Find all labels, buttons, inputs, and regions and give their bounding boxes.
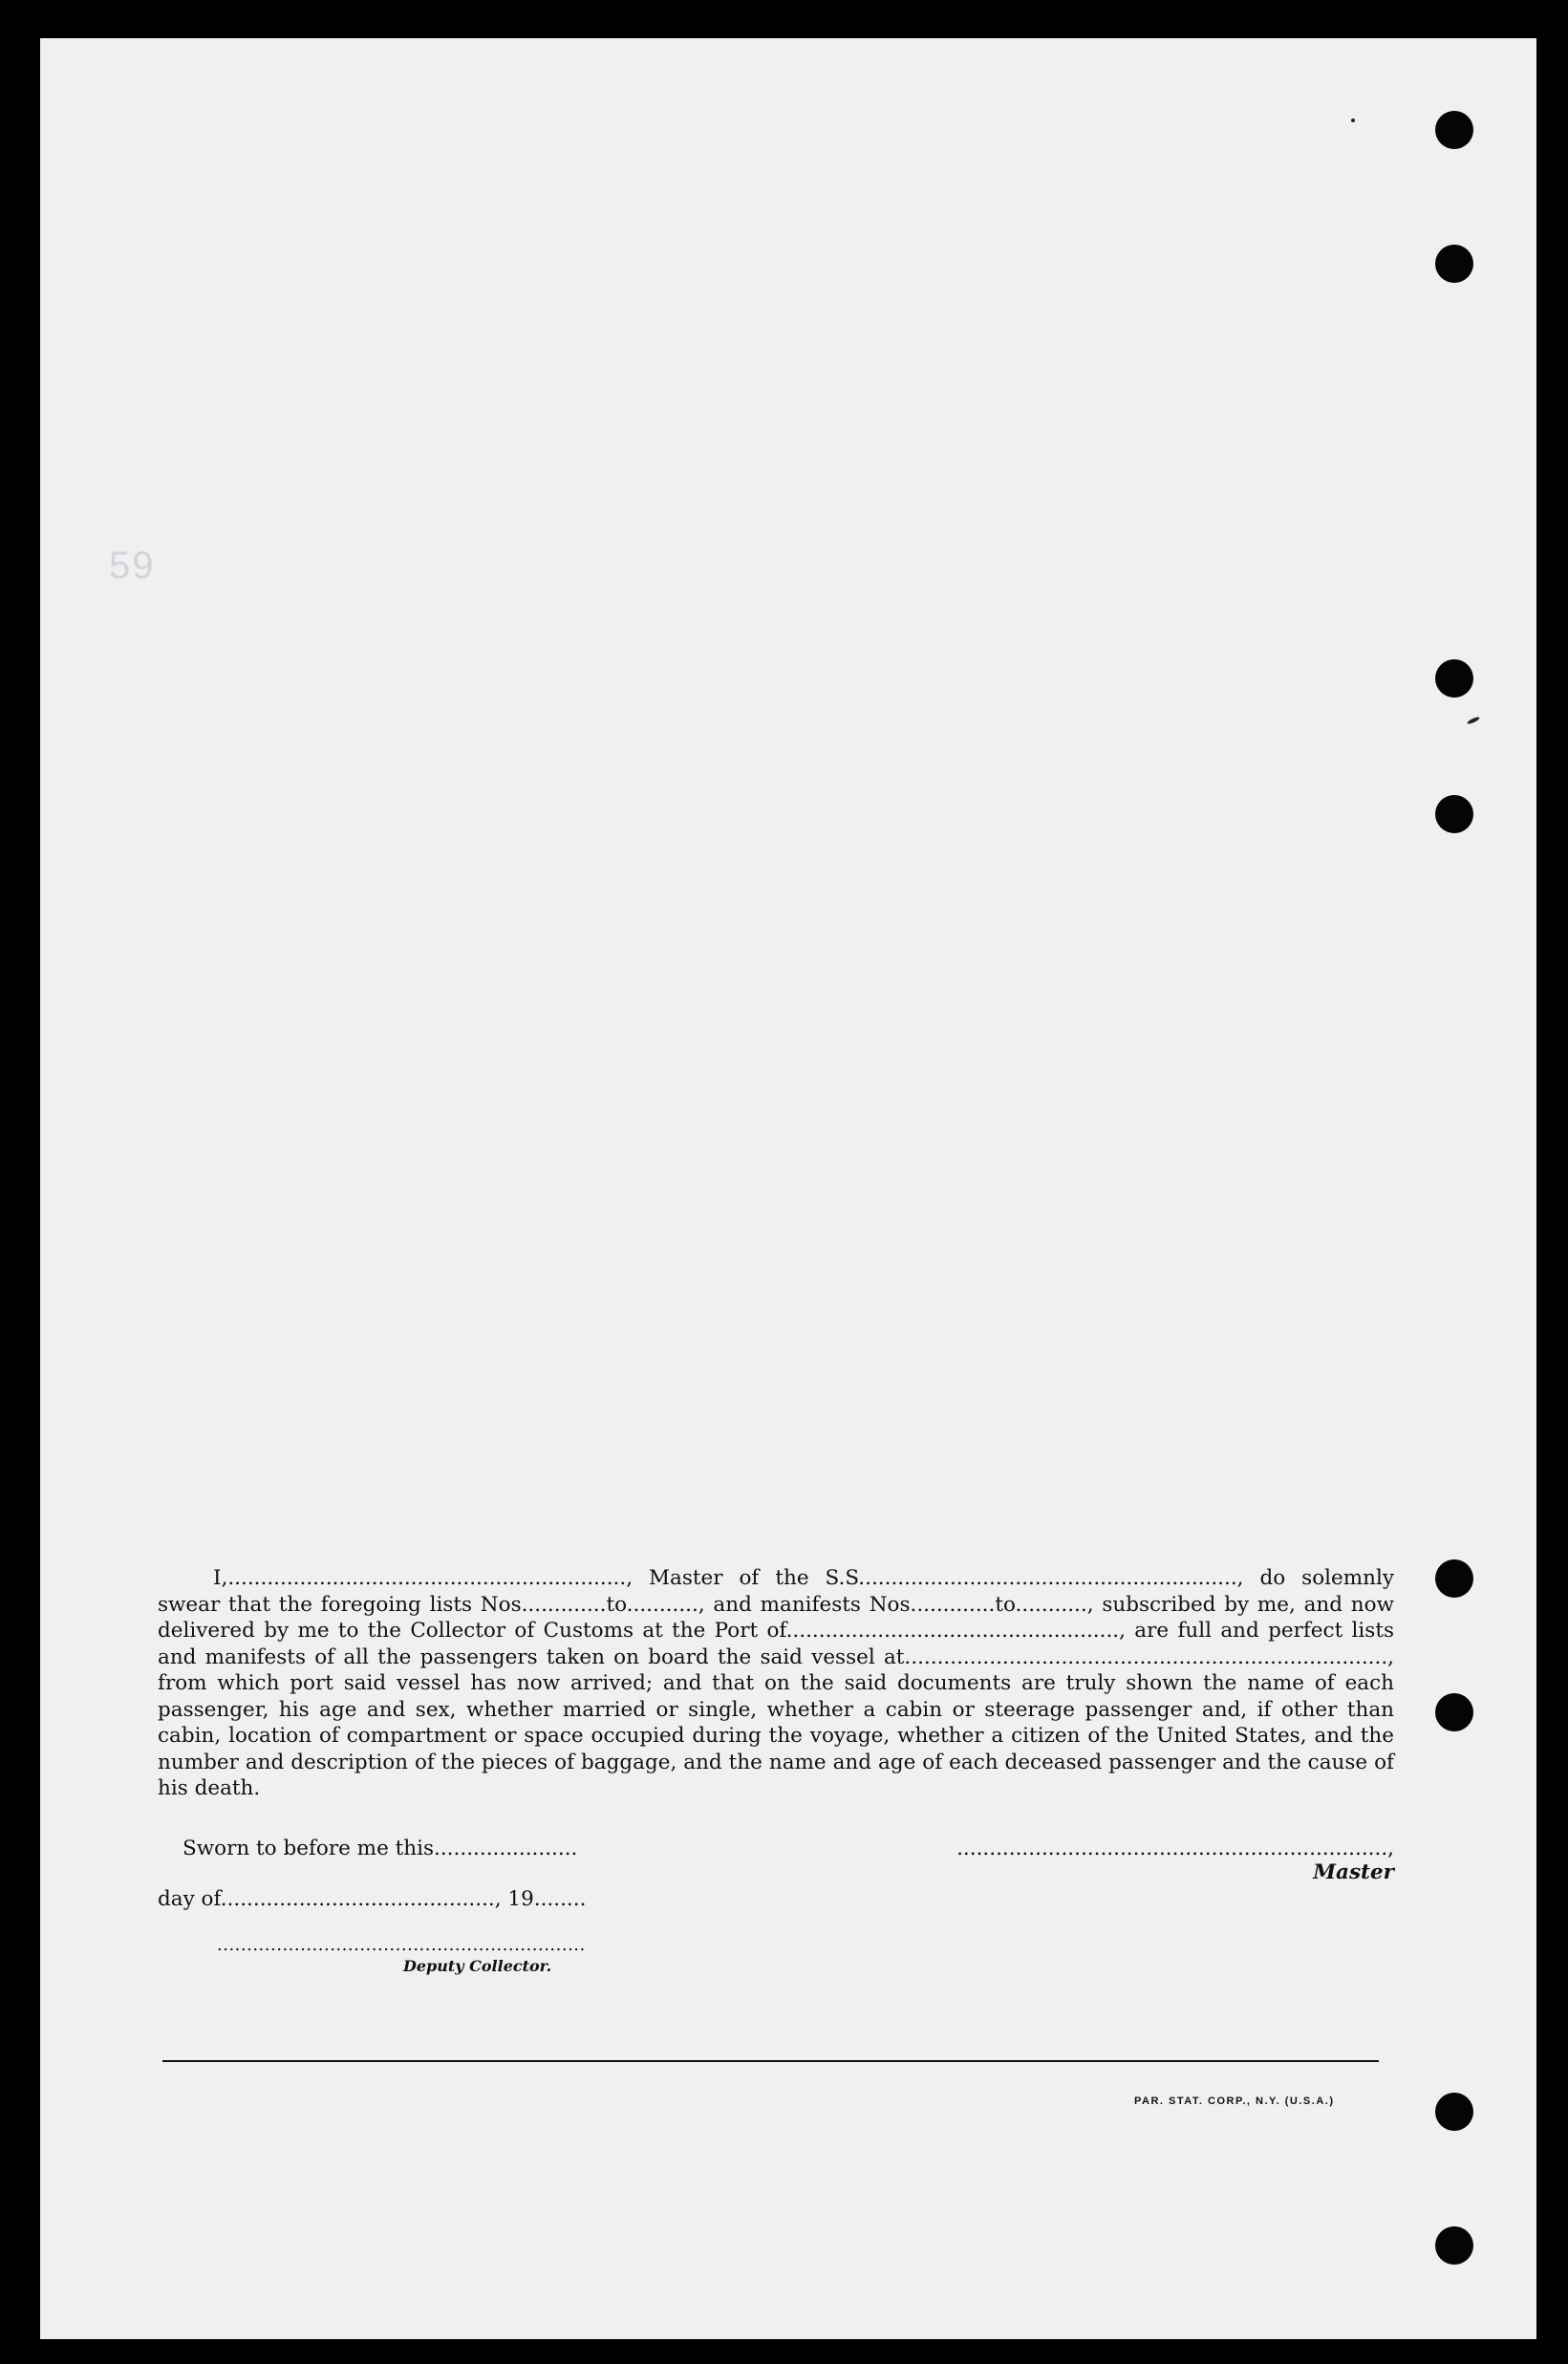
deputy-collector-label: Deputy Collector. — [403, 1957, 552, 1975]
master-dots: .................................................................., — [956, 1837, 1394, 1860]
document-page — [40, 38, 1536, 2339]
punch-hole — [1435, 1693, 1473, 1731]
sworn-line: Sworn to before me this...................... — [183, 1837, 578, 1860]
punch-hole — [1435, 795, 1473, 833]
punch-hole — [1435, 659, 1473, 698]
collector-signature-dots: .............................................................. — [217, 1935, 586, 1955]
oath-text: I,............................................................., Master of the S.S.........................................................., do solemnly swear that the foregoing lists Nos.............to..........., and manifests Nos.............to..........., subscribed by me, and now delivered by me to the Collector of Customs at the Port of..................................................., are full and perfect lists and manifests of all the passengers taken on board the said vessel at.........................................................................., from which port said vessel has now arrived; and that on the said documents are truly shown the name of each passenger, his age and sex, whether married or single, whether a cabin or steerage passenger and, if other than cabin, location of compartment or space occupied during the voyage, whether a citizen of the United States, and the number and description of the pieces of baggage, and the name and age of each deceased passenger and the cause of his death. — [158, 1566, 1394, 1800]
punch-hole — [1435, 245, 1473, 283]
punch-hole — [1435, 1559, 1473, 1598]
master-label: Master — [1313, 1860, 1394, 1884]
horizontal-rule — [162, 2060, 1379, 2062]
ink-speck — [1351, 118, 1355, 122]
oath-paragraph — [158, 1565, 1394, 1802]
punch-hole — [1435, 2093, 1473, 2131]
ink-speck — [1467, 716, 1480, 725]
day-of-line: day of.........................................., 19........ — [158, 1887, 587, 1911]
master-signature-line — [891, 1837, 1394, 1884]
punch-hole — [1435, 2226, 1473, 2265]
punch-hole — [1435, 111, 1473, 149]
printer-mark: PAR. STAT. CORP., N.Y. (U.S.A.) — [1134, 2095, 1335, 2107]
faint-page-number: 59 — [109, 545, 156, 587]
